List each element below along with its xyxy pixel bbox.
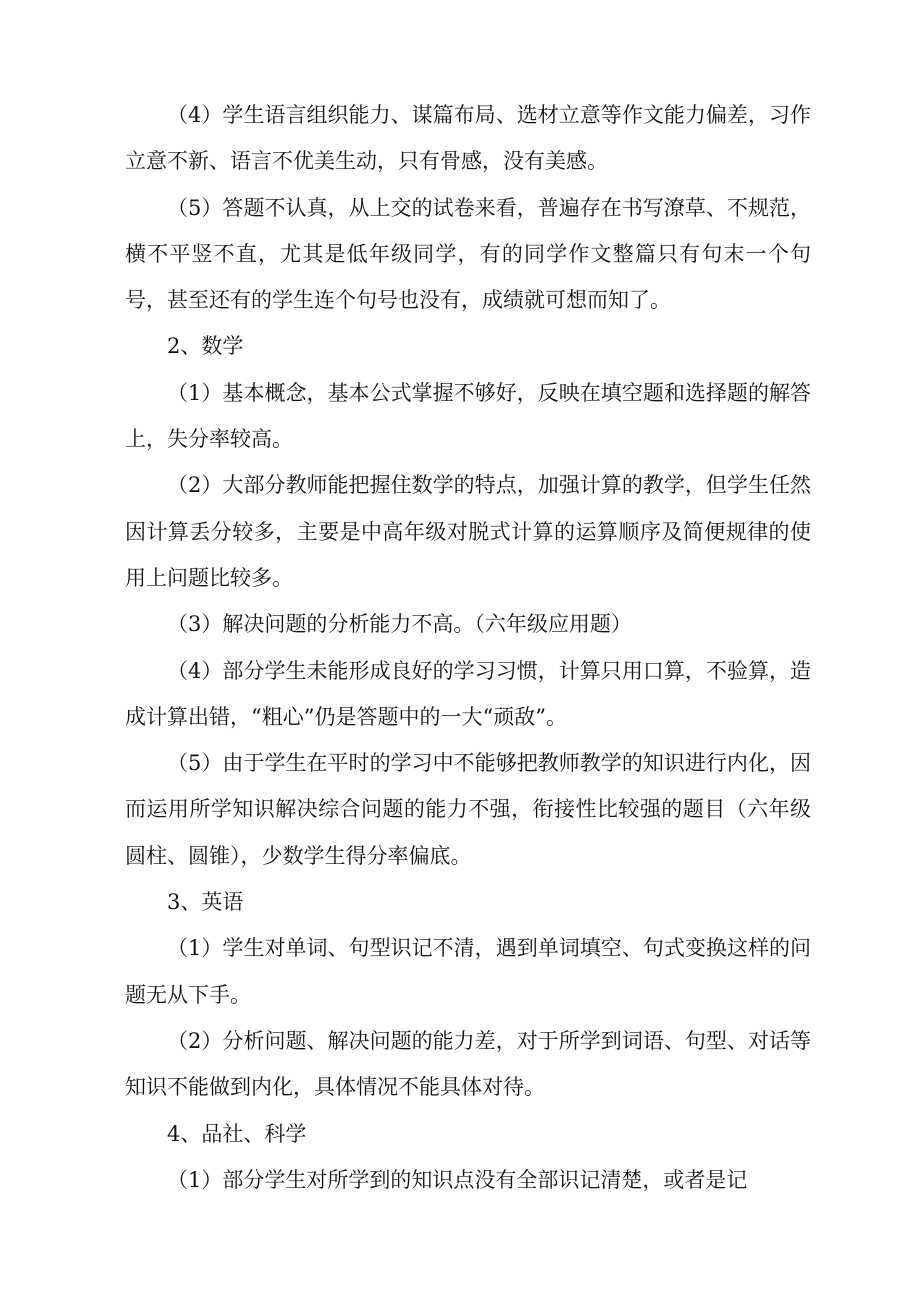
chinese-item-5: （5）答题不认真，从上交的试卷来看，普遍存在书写潦草、不规范，横不平竖不直，尤其是低年级同学，有的同学作文整篇只有句末一个句号，甚至还有的学生连个句号也没有，成绩就可想而知了。 bbox=[125, 195, 811, 313]
english-item-2: （2）分析问题、解决问题的能力差，对于所学到词语、句型、对话等知识不能做到内化，具体情况不能具体对待。 bbox=[125, 1028, 811, 1100]
math-item-3: （3）解决问题的分析能力不高。（六年级应用题） bbox=[167, 612, 632, 637]
english-item-1: （1）学生对单词、句型识记不清，遇到单词填空、句式变换这样的问题无从下手。 bbox=[125, 936, 811, 1007]
section-heading-english: 3、英语 bbox=[167, 890, 244, 915]
chinese-item-4: （4）学生语言组织能力、谋篇布局、选材立意等作文能力偏差，习作立意不新、语言不优美生动，只有骨感，没有美感。 bbox=[125, 103, 811, 174]
section-heading-social-science: 4、品社、科学 bbox=[167, 1121, 307, 1146]
social-science-item-1: （1）部分学生对所学到的知识点没有全部识记清楚，或者是记 bbox=[167, 1167, 748, 1192]
document-page bbox=[125, 92, 811, 1203]
math-item-5: （5）由于学生在平时的学习中不能够把教师教学的知识进行内化，因而运用所学知识解决综合问题的能力不强，衔接性比较强的题目（六年级圆柱、圆锥），少数学生得分率偏底。 bbox=[125, 751, 811, 868]
math-item-1: （1）基本概念，基本公式掌握不够好，反映在填空题和选择题的解答上，失分率较高。 bbox=[125, 380, 811, 452]
math-item-4: （4）部分学生未能形成良好的学习习惯，计算只用口算，不验算，造成计算出错，“粗心”仍是答题中的一大“顽敌”。 bbox=[125, 658, 811, 729]
section-heading-math: 2、数学 bbox=[167, 334, 244, 359]
math-item-2: （2）大部分教师能把握住数学的特点，加强计算的教学，但学生任然因计算丢分较多，主要是中高年级对脱式计算的运算顺序及简便规律的使用上问题比较多。 bbox=[125, 473, 811, 590]
